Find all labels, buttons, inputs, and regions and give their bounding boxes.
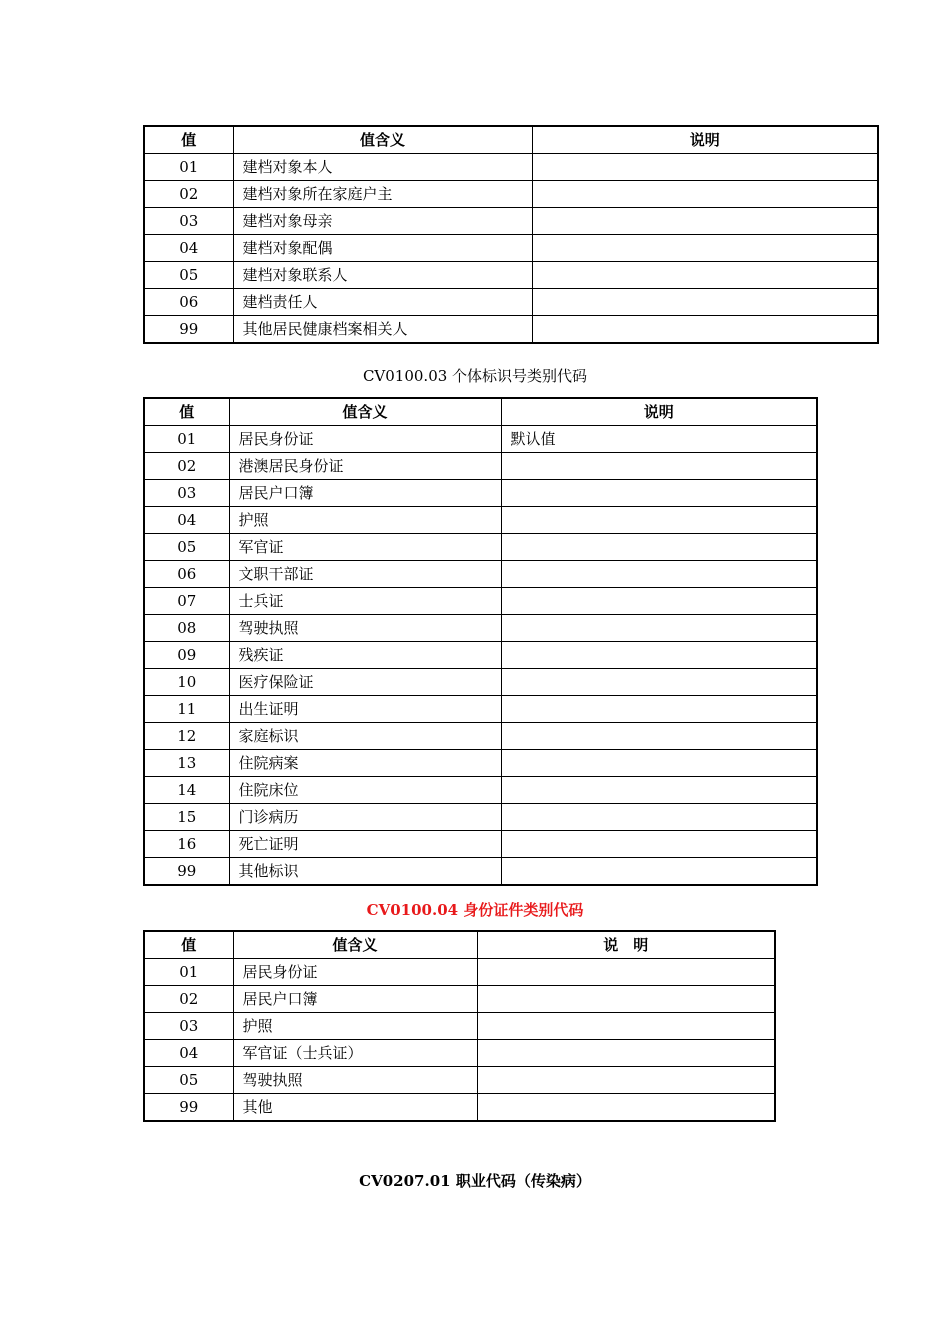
cell-note <box>501 615 817 642</box>
cell-value: 04 <box>144 1040 233 1067</box>
table-caption-individual-id-type: CV0100.03 个体标识号类别代码 <box>362 367 588 385</box>
cell-note <box>532 154 878 181</box>
cell-value: 05 <box>144 262 233 289</box>
cell-note <box>501 831 817 858</box>
cell-note <box>501 723 817 750</box>
cell-note <box>477 1040 775 1067</box>
table-row <box>144 1013 775 1040</box>
cell-meaning: 护照 <box>229 507 501 534</box>
column-header-note: 说明 <box>532 126 878 154</box>
cell-meaning: 其他居民健康档案相关人 <box>233 316 532 344</box>
cell-value: 16 <box>144 831 229 858</box>
cell-note: 默认值 <box>501 426 817 453</box>
cell-note <box>532 262 878 289</box>
cell-note <box>501 858 817 886</box>
cell-value: 99 <box>144 858 229 886</box>
cell-meaning: 建档对象本人 <box>233 154 532 181</box>
table-caption-occupation-code: CV0207.01 职业代码（传染病） <box>359 1172 591 1190</box>
cell-meaning: 住院病案 <box>229 750 501 777</box>
cell-note <box>501 669 817 696</box>
table-row <box>144 480 817 507</box>
cell-value: 03 <box>144 208 233 235</box>
cell-note <box>501 534 817 561</box>
table-row <box>144 959 775 986</box>
table-row <box>144 642 817 669</box>
cell-meaning: 门诊病历 <box>229 804 501 831</box>
cell-note <box>501 777 817 804</box>
cell-value: 05 <box>144 1067 233 1094</box>
cell-meaning: 港澳居民身份证 <box>229 453 501 480</box>
table-row <box>144 453 817 480</box>
table-row <box>144 669 817 696</box>
table-row <box>144 426 817 453</box>
cell-note <box>501 588 817 615</box>
cell-meaning: 建档责任人 <box>233 289 532 316</box>
cell-meaning: 护照 <box>233 1013 477 1040</box>
table-row <box>144 1040 775 1067</box>
cell-value: 13 <box>144 750 229 777</box>
cell-value: 15 <box>144 804 229 831</box>
column-header-value: 值 <box>144 931 233 959</box>
cell-meaning: 士兵证 <box>229 588 501 615</box>
cell-meaning: 驾驶执照 <box>229 615 501 642</box>
table-caption-id-document-type: CV0100.04 身份证件类别代码 <box>366 901 584 919</box>
table-header-row <box>144 931 775 959</box>
cell-meaning: 军官证 <box>229 534 501 561</box>
cell-value: 01 <box>144 426 229 453</box>
cell-meaning: 居民户口簿 <box>229 480 501 507</box>
cell-value: 99 <box>144 316 233 344</box>
table-row <box>144 208 878 235</box>
cell-value: 10 <box>144 669 229 696</box>
cell-value: 03 <box>144 1013 233 1040</box>
table-row <box>144 507 817 534</box>
table-row <box>144 561 817 588</box>
column-header-value: 值 <box>144 398 229 426</box>
table-row <box>144 534 817 561</box>
cell-note <box>501 453 817 480</box>
table-header-row <box>144 398 817 426</box>
cell-meaning: 军官证（士兵证） <box>233 1040 477 1067</box>
cell-value: 99 <box>144 1094 233 1122</box>
cell-note <box>501 696 817 723</box>
table-row <box>144 262 878 289</box>
column-header-value: 值 <box>144 126 233 154</box>
cell-value: 04 <box>144 507 229 534</box>
cell-value: 09 <box>144 642 229 669</box>
cell-note <box>477 1094 775 1122</box>
cell-note <box>477 986 775 1013</box>
table-header-row <box>144 126 878 154</box>
cell-value: 12 <box>144 723 229 750</box>
cell-note <box>501 642 817 669</box>
cell-meaning: 居民身份证 <box>233 959 477 986</box>
individual-id-type-table <box>143 397 818 886</box>
table-row <box>144 858 817 886</box>
table-row <box>144 723 817 750</box>
cell-note <box>501 750 817 777</box>
column-header-meaning: 值含义 <box>233 931 477 959</box>
cell-value: 06 <box>144 289 233 316</box>
cell-meaning: 残疾证 <box>229 642 501 669</box>
cell-value: 06 <box>144 561 229 588</box>
cell-value: 04 <box>144 235 233 262</box>
table-row <box>144 181 878 208</box>
cell-meaning: 其他 <box>233 1094 477 1122</box>
cell-note <box>501 804 817 831</box>
cell-meaning: 医疗保险证 <box>229 669 501 696</box>
cell-meaning: 建档对象所在家庭户主 <box>233 181 532 208</box>
cell-note <box>532 208 878 235</box>
cell-note <box>501 480 817 507</box>
cell-value: 05 <box>144 534 229 561</box>
table-row <box>144 588 817 615</box>
cell-value: 01 <box>144 959 233 986</box>
cell-note <box>501 561 817 588</box>
cell-note <box>501 507 817 534</box>
cell-value: 08 <box>144 615 229 642</box>
cell-meaning: 建档对象配偶 <box>233 235 532 262</box>
table-row <box>144 696 817 723</box>
cell-meaning: 居民户口簿 <box>233 986 477 1013</box>
relation-code-table <box>143 125 879 344</box>
cell-value: 11 <box>144 696 229 723</box>
cell-meaning: 建档对象联系人 <box>233 262 532 289</box>
table-row <box>144 777 817 804</box>
cell-value: 02 <box>144 453 229 480</box>
cell-value: 07 <box>144 588 229 615</box>
table-row <box>144 289 878 316</box>
cell-value: 14 <box>144 777 229 804</box>
cell-value: 02 <box>144 986 233 1013</box>
cell-note <box>477 1067 775 1094</box>
cell-meaning: 文职干部证 <box>229 561 501 588</box>
table-row <box>144 1067 775 1094</box>
cell-meaning: 驾驶执照 <box>233 1067 477 1094</box>
cell-note <box>532 181 878 208</box>
table-row <box>144 986 775 1013</box>
cell-value: 03 <box>144 480 229 507</box>
cell-note <box>477 1013 775 1040</box>
cell-note <box>532 289 878 316</box>
cell-meaning: 出生证明 <box>229 696 501 723</box>
table-row <box>144 316 878 344</box>
cell-meaning: 居民身份证 <box>229 426 501 453</box>
cell-meaning: 死亡证明 <box>229 831 501 858</box>
column-header-note: 说 明 <box>477 931 775 959</box>
cell-meaning: 其他标识 <box>229 858 501 886</box>
table-row <box>144 1094 775 1122</box>
table-row <box>144 154 878 181</box>
table-row <box>144 804 817 831</box>
id-document-type-table <box>143 930 776 1122</box>
cell-meaning: 家庭标识 <box>229 723 501 750</box>
column-header-meaning: 值含义 <box>229 398 501 426</box>
cell-meaning: 建档对象母亲 <box>233 208 532 235</box>
table-row <box>144 831 817 858</box>
table-row <box>144 235 878 262</box>
cell-note <box>477 959 775 986</box>
table-row <box>144 615 817 642</box>
column-header-note: 说明 <box>501 398 817 426</box>
cell-note <box>532 235 878 262</box>
cell-meaning: 住院床位 <box>229 777 501 804</box>
column-header-meaning: 值含义 <box>233 126 532 154</box>
cell-value: 02 <box>144 181 233 208</box>
cell-note <box>532 316 878 344</box>
cell-value: 01 <box>144 154 233 181</box>
table-row <box>144 750 817 777</box>
